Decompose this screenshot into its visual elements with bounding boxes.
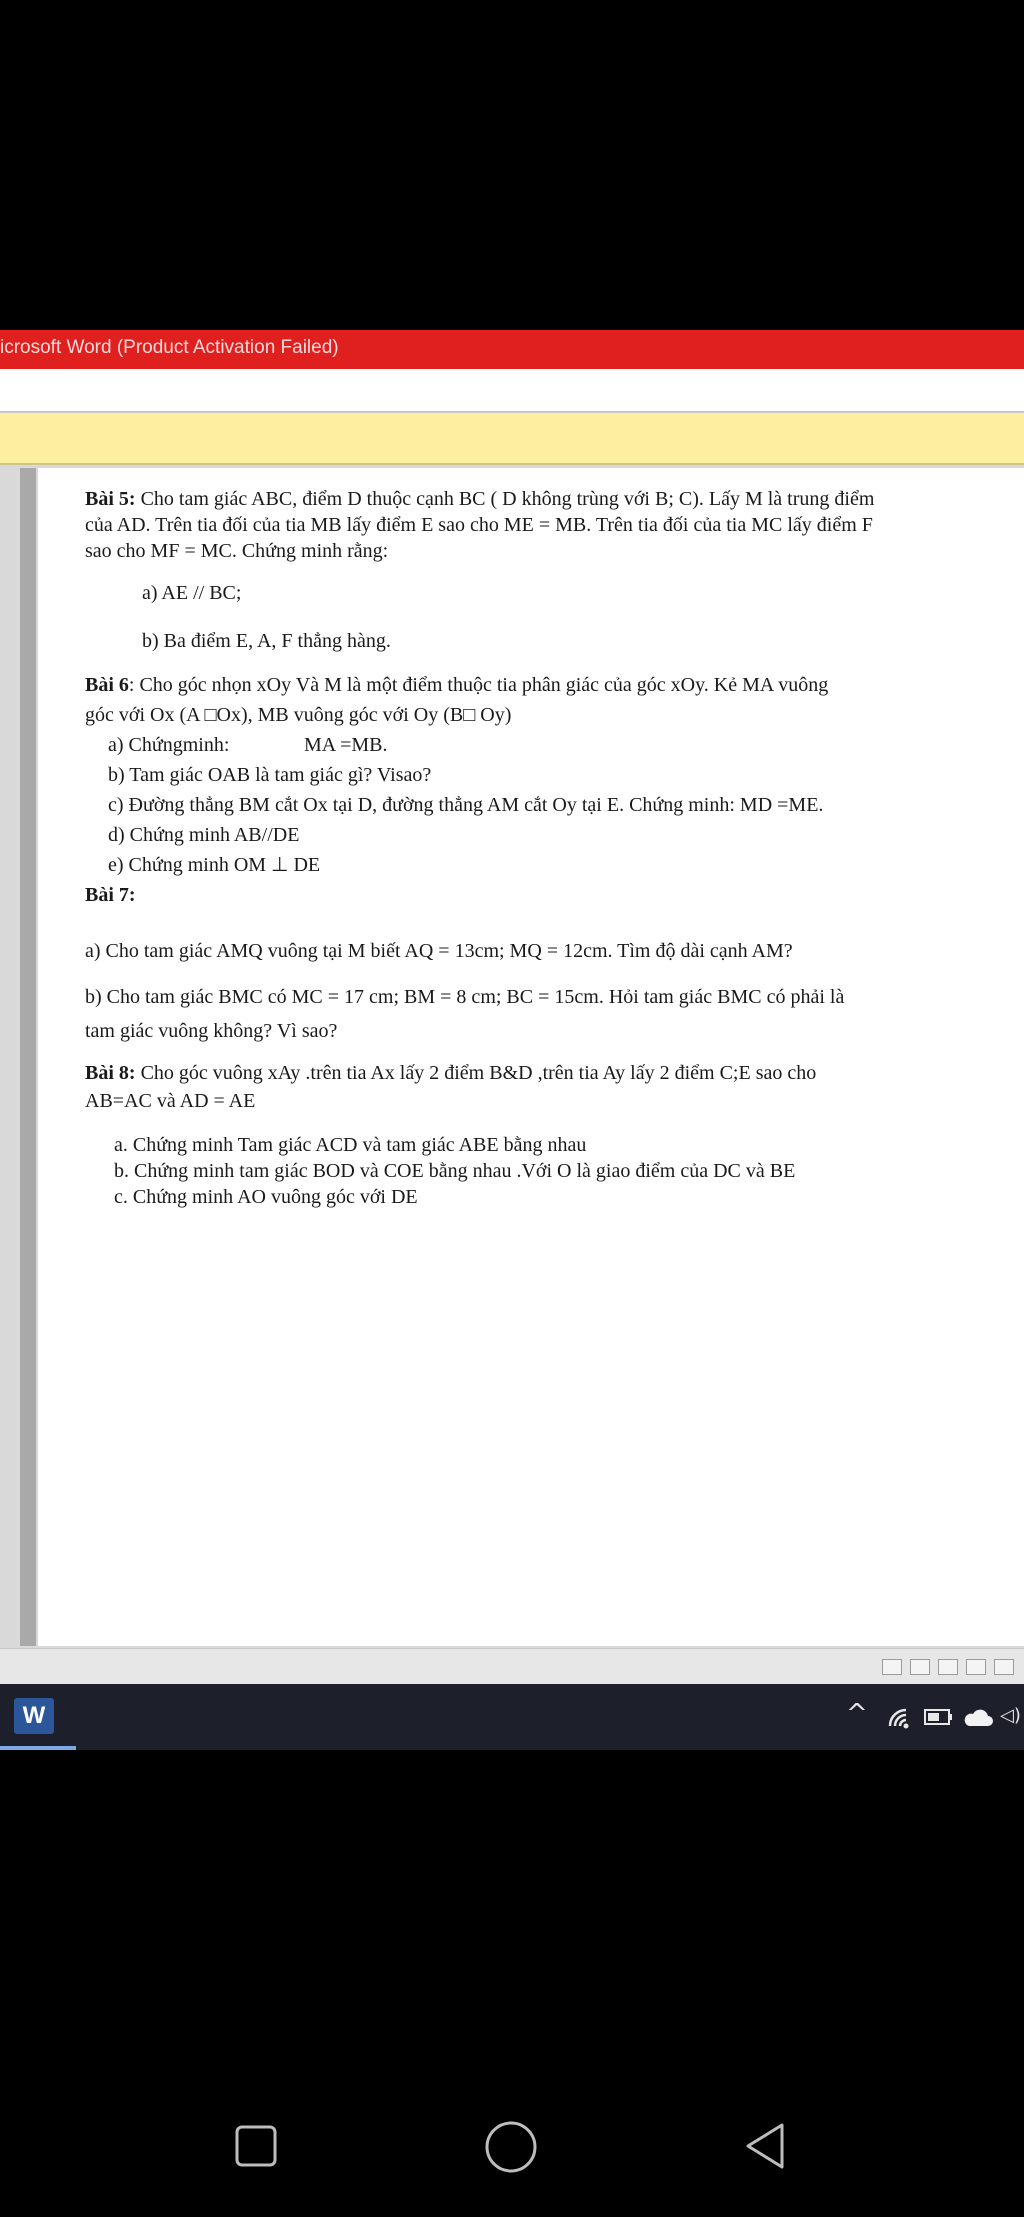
bai5-item-b: b) Ba điểm E, A, F thẳng hàng. xyxy=(142,630,391,652)
bai8-line1 xyxy=(85,1060,816,1086)
bai6-item-d: d) Chứng minh AB//DE xyxy=(108,824,300,846)
bai6-item-a-value: MA =MB. xyxy=(304,734,388,756)
bai6-line2: góc với Ox (A □Ox), MB vuông góc với Oy (B□ Oy) xyxy=(85,704,512,726)
activation-warning-bar[interactable] xyxy=(0,413,1024,465)
bai8-line2: AB=AC và AD = AE xyxy=(85,1090,256,1112)
word-title-bar[interactable] xyxy=(0,330,1024,369)
battery-icon[interactable] xyxy=(924,1708,954,1726)
bai7-item-b-line1: b) Cho tam giác BMC có MC = 17 cm; BM = 8 cm; BC = 15cm. Hỏi tam giác BMC có phải là xyxy=(85,986,845,1008)
print-layout-view-icon[interactable] xyxy=(882,1659,902,1675)
bai5-heading: Bài 5: xyxy=(85,488,136,510)
bai6-line1 xyxy=(85,672,828,698)
wifi-icon[interactable] xyxy=(886,1706,914,1730)
chevron-up-icon[interactable]: ^ xyxy=(846,1699,868,1729)
word-icon-letter: W xyxy=(22,1702,46,1729)
bai6-heading: Bài 6 xyxy=(85,674,129,696)
bai6-item-c: c) Đường thẳng BM cắt Ox tại D, đường thẳng AM cắt Oy tại E. Chứng minh: MD =ME. xyxy=(108,794,824,816)
bai6-item-b: b) Tam giác OAB là tam giác gì? Visao? xyxy=(108,764,432,786)
bai7-heading: Bài 7: xyxy=(85,884,136,906)
word-status-bar xyxy=(0,1648,1024,1685)
bai6-item-e: e) Chứng minh OM ⊥ DE xyxy=(108,854,321,876)
square-nav-icon[interactable] xyxy=(234,2124,278,2168)
bai8-heading: Bài 8: xyxy=(85,1062,136,1084)
outline-view-icon[interactable] xyxy=(966,1659,986,1675)
left-margin-rail xyxy=(20,468,36,1646)
bai8-item-c: c. Chứng minh AO vuông góc với DE xyxy=(114,1186,418,1208)
bai7-item-b-line2: tam giác vuông không? Vì sao? xyxy=(85,1020,338,1042)
bai5-line1-text: Cho tam giác ABC, điểm D thuộc cạnh BC ( D không trùng với B; C). Lấy M là trung điểm xyxy=(135,488,875,510)
bai6-item-a-label: a) Chứngminh: xyxy=(108,734,230,756)
word-app-icon[interactable] xyxy=(14,1698,54,1734)
bai5-line2: của AD. Trên tia đối của tia MB lấy điểm E sao cho ME = MB. Trên tia đối của tia MC lấy điểm F xyxy=(85,514,873,536)
bai7-item-a: a) Cho tam giác AMQ vuông tại M biết AQ = 13cm; MQ = 12cm. Tìm độ dài cạnh AM? xyxy=(85,940,793,962)
bai8-item-b: b. Chứng minh tam giác BOD và COE bằng nhau .Với O là giao điểm của DC và BE xyxy=(114,1160,796,1182)
bai8-item-a: a. Chứng minh Tam giác ACD và tam giác ABE bằng nhau xyxy=(114,1134,587,1156)
active-app-indicator xyxy=(0,1746,76,1750)
window-title: icrosoft Word (Product Activation Failed) xyxy=(0,337,339,358)
full-screen-view-icon[interactable] xyxy=(910,1659,930,1675)
bai6-line1-text: : Cho góc nhọn xOy Và M là một điểm thuộc tia phân giác của góc xOy. Kẻ MA vuông xyxy=(128,674,829,696)
web-layout-view-icon[interactable] xyxy=(938,1659,958,1675)
back-nav-icon[interactable] xyxy=(742,2121,788,2171)
cloud-icon[interactable] xyxy=(962,1706,994,1728)
bai5-line3: sao cho MF = MC. Chứng minh rằng: xyxy=(85,540,389,562)
bai8-line1-text: Cho góc vuông xAy .trên tia Ax lấy 2 điểm B&D ,trên tia Ay lấy 2 điểm C;E sao cho xyxy=(135,1062,817,1084)
windows-taskbar xyxy=(0,1684,1024,1750)
bai5-line1 xyxy=(85,486,874,512)
circle-nav-icon[interactable] xyxy=(484,2120,538,2174)
draft-view-icon[interactable] xyxy=(994,1659,1014,1675)
ribbon-tabs-area[interactable] xyxy=(0,369,1024,413)
document-page[interactable] xyxy=(38,468,1024,1646)
volume-icon[interactable]: ◁) xyxy=(1000,1705,1021,1726)
bai5-item-a: a) AE // BC; xyxy=(142,582,242,604)
